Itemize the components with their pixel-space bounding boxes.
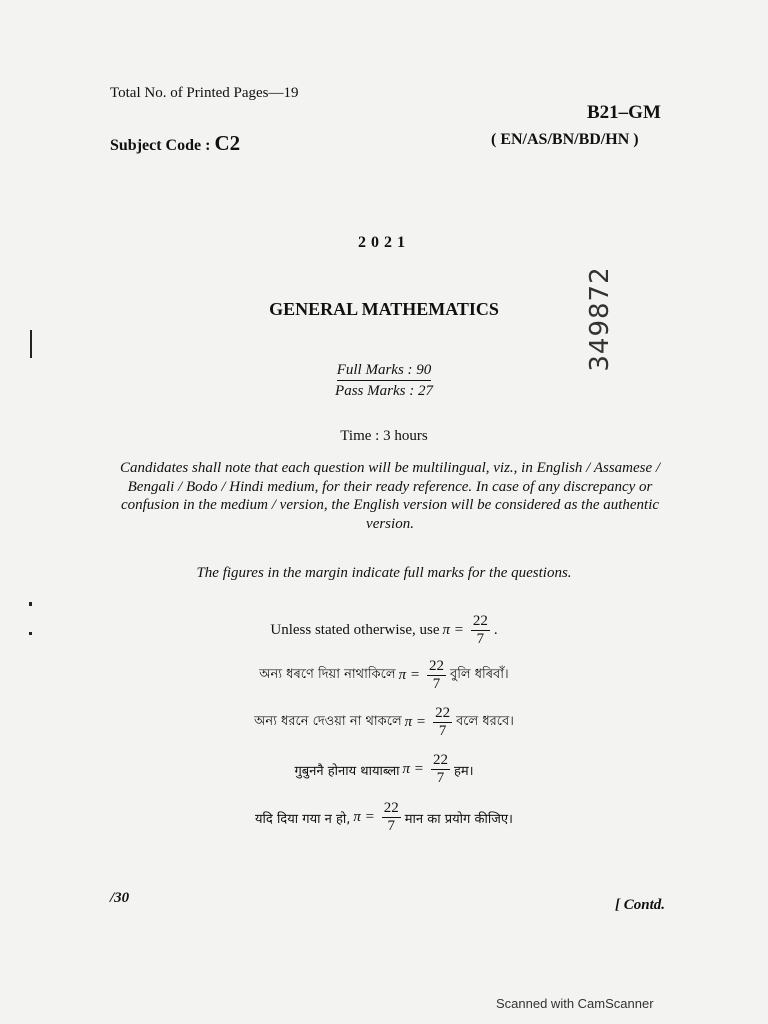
pi-prefix: অন্য ধরনে দেওয়া না থাকলে	[254, 714, 402, 729]
subject-code-label: Subject Code :	[110, 137, 215, 154]
fraction-numerator: 22	[472, 613, 488, 629]
figures-note: The figures in the margin indicate full marks for the questions.	[196, 565, 572, 581]
paper-code: B21–GM	[587, 102, 661, 123]
subject-code	[110, 131, 240, 156]
fraction-denominator: 7	[432, 676, 441, 692]
pi-symbol: π =	[404, 714, 427, 730]
pass-marks: Pass Marks : 27	[335, 383, 433, 399]
pi-prefix: गुबुननै होनाय थायाब्ला	[294, 763, 400, 779]
continued-marker: [ Contd.	[615, 897, 666, 913]
margin-scan-mark	[29, 602, 32, 606]
pi-suffix: বলে ধরবে।	[456, 714, 514, 729]
fraction-numerator: 22	[435, 705, 451, 721]
pi-statement-bengali	[0, 705, 768, 740]
exam-year: 2021	[358, 234, 410, 251]
page-code: /30	[110, 890, 130, 906]
pi-fraction	[382, 800, 401, 835]
full-marks: Full Marks : 90	[337, 360, 432, 381]
pi-suffix: मान का प्रयोग कीजिए।	[404, 811, 513, 827]
fraction-numerator: 22	[432, 752, 448, 768]
serial-number-stamp: 349872	[585, 266, 615, 372]
pi-statement-assamese	[0, 658, 768, 693]
pi-prefix: অন্য ধৰণে দিয়া নাথাকিলে	[259, 667, 396, 682]
pi-prefix: यदि दिया गया न हो,	[255, 811, 351, 827]
pi-symbol: π =	[442, 622, 464, 638]
subject-code-value: C2	[214, 131, 241, 155]
pi-symbol: π =	[402, 761, 424, 777]
margin-scan-mark	[30, 330, 32, 358]
pi-fraction	[431, 752, 450, 787]
fraction-numerator: 22	[383, 800, 399, 816]
pi-statement-english	[0, 613, 768, 648]
pi-fraction	[471, 613, 490, 648]
pi-prefix: Unless stated otherwise, use	[270, 622, 440, 638]
pi-statement-hindi	[0, 800, 768, 835]
fraction-denominator: 7	[476, 631, 485, 647]
fraction-denominator: 7	[387, 818, 396, 834]
exam-title: GENERAL MATHEMATICS	[269, 299, 499, 319]
marks-block	[0, 360, 768, 401]
exam-time: Time : 3 hours	[340, 428, 428, 444]
fraction-denominator: 7	[436, 770, 445, 786]
pi-symbol: π =	[398, 667, 420, 683]
pi-fraction	[433, 705, 452, 740]
pi-statement-bodo	[0, 752, 768, 787]
margin-scan-mark	[29, 632, 32, 635]
pi-suffix: .	[493, 622, 498, 638]
multilingual-note: Candidates shall note that each question will be multilingual, viz., in English / Assamese / Bengali / Bodo / Hindi medium, for their ready reference. In case of any discrepancy or confusion in the medium / version, the English version will be considered as the authentic version.	[119, 460, 661, 532]
printed-pages-count: Total No. of Printed Pages—19	[110, 85, 299, 101]
pi-suffix: বুলি ধৰিবাঁ।	[449, 667, 509, 682]
pi-suffix: हम।	[453, 763, 474, 779]
languages-list: ( EN/AS/BN/BD/HN )	[491, 131, 639, 148]
scanner-watermark: Scanned with CamScanner	[496, 996, 654, 1011]
fraction-denominator: 7	[438, 723, 447, 739]
fraction-numerator: 22	[428, 658, 444, 674]
pi-symbol: π =	[353, 809, 375, 825]
pi-fraction	[427, 658, 446, 693]
